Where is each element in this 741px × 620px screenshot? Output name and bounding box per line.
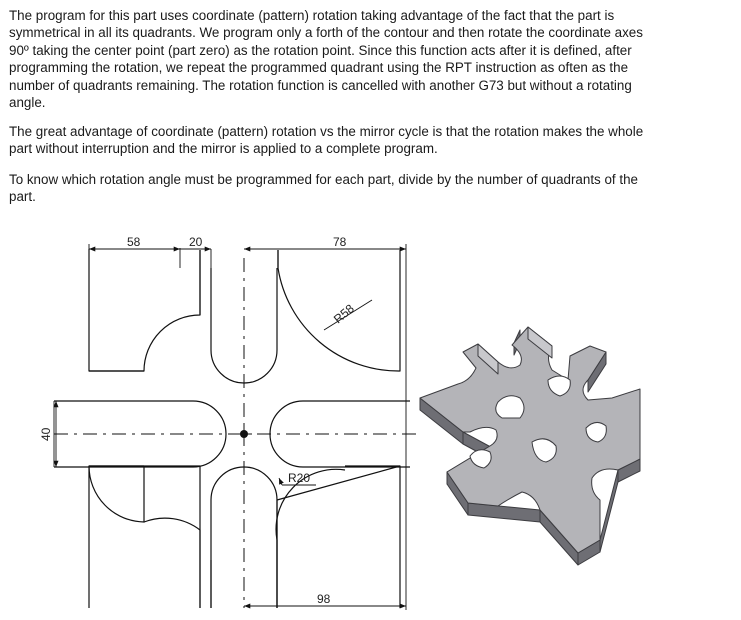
part-3d-view	[420, 327, 640, 565]
part-contour	[54, 249, 410, 608]
outline-top-left	[89, 250, 200, 371]
intro-paragraph: The program for this part uses coordinate (pattern) rotation taking advantage of the fact that the part is symmetrical in all its quadrants. We program only a forth of the contour and then rotate the coordinate axes 90º taking the center point (part zero) as the rotation point. Since this function acts after it is defined, after programming the rotation, we repeat the programmed quadrant using the RPT instruction as often as the number of quadrants remaining. The rotation function is cancelled with another G73 but without a rotating angle.	[9, 8, 643, 111]
dim-58: 58	[127, 235, 141, 249]
dim-r58: R58	[330, 301, 357, 327]
dim-98: 98	[317, 592, 331, 606]
dimension-lines	[54, 244, 406, 610]
advantage-paragraph: The great advantage of coordinate (pattern) rotation vs the mirror cycle is that the rotation makes the whole part without interruption and the mirror is applied to a complete program.	[9, 124, 644, 157]
rotation-angle-paragraph: To know which rotation angle must be programmed for each part, divide by the number of quadrants of the part.	[9, 172, 638, 205]
center-mark	[236, 426, 252, 442]
dim-20: 20	[189, 235, 203, 249]
center-lines	[54, 258, 420, 608]
dim-40: 40	[39, 427, 53, 441]
outline-bottom-right	[277, 466, 400, 608]
dim-r20: R20	[288, 471, 311, 485]
dimension-labels	[39, 235, 357, 606]
dim-78: 78	[333, 235, 347, 249]
